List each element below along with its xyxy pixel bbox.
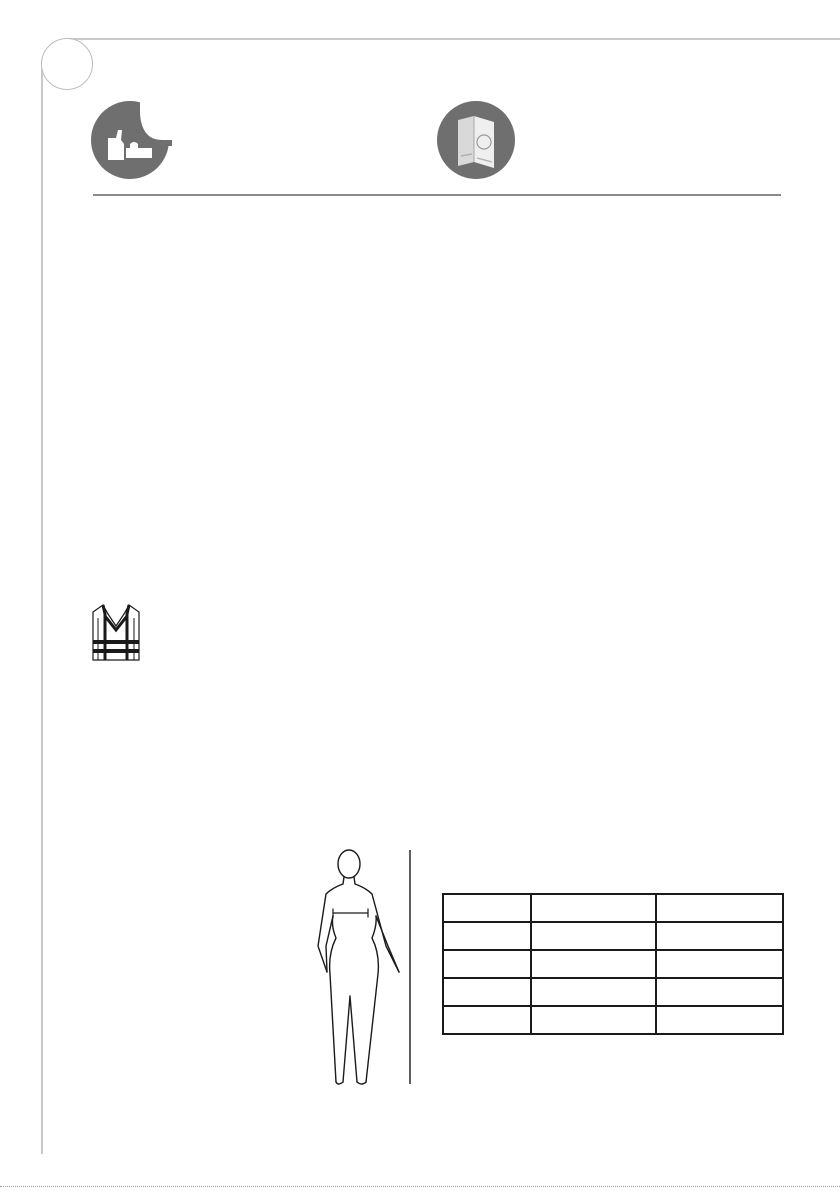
header-rule xyxy=(93,194,781,196)
table-row xyxy=(443,1006,783,1034)
table-cell xyxy=(443,978,531,1006)
bottom-dotted-border xyxy=(0,1186,840,1187)
instruction-manual-icon xyxy=(436,100,516,185)
table-cell xyxy=(443,922,531,950)
table-cell xyxy=(656,922,783,950)
frame-left-line xyxy=(41,64,43,1154)
height-measure-line xyxy=(408,850,414,1091)
frame-top-line xyxy=(67,38,840,40)
table-cell xyxy=(443,894,531,922)
table-row xyxy=(443,978,783,1006)
table-cell xyxy=(443,1006,531,1034)
page-number-circle xyxy=(41,38,93,90)
table-row xyxy=(443,894,783,922)
table-row xyxy=(443,950,783,978)
table-cell xyxy=(656,950,783,978)
hi-vis-vest-icon xyxy=(91,604,141,666)
table-cell xyxy=(531,894,656,922)
table-cell xyxy=(531,922,656,950)
body-figure-icon xyxy=(300,846,404,1091)
table-cell xyxy=(656,978,783,1006)
table-cell xyxy=(656,894,783,922)
table-cell xyxy=(531,978,656,1006)
hand-wash-icon xyxy=(90,100,172,187)
table-row xyxy=(443,922,783,950)
table-cell xyxy=(656,1006,783,1034)
size-table xyxy=(442,893,784,1035)
table-cell xyxy=(531,1006,656,1034)
table-cell xyxy=(531,950,656,978)
table-cell xyxy=(443,950,531,978)
